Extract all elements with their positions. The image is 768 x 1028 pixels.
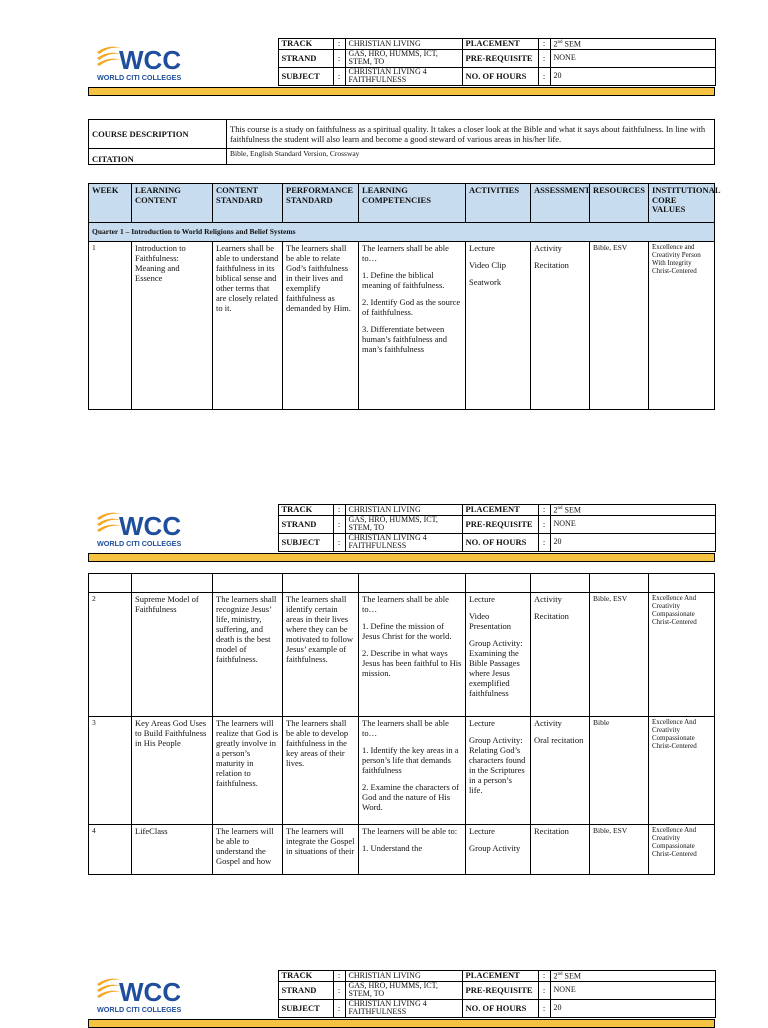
- pre-requisite-label: PRE-REQUISITE: [462, 49, 538, 67]
- table-row: [89, 242, 715, 410]
- separator: :: [333, 981, 345, 999]
- logo-swoosh-icon: [95, 508, 185, 548]
- separator: :: [333, 505, 345, 516]
- track-value: CHRISTIAN LIVING: [345, 39, 462, 50]
- separator: :: [538, 515, 550, 533]
- activity-item: Lecture: [469, 718, 495, 728]
- table-row: [89, 825, 715, 875]
- learning-content: LifeClass: [132, 825, 213, 875]
- col-activities: ACTIVITIES: [466, 184, 531, 223]
- learning-competencies: [359, 717, 466, 825]
- logo-wordmark: WCC: [119, 976, 182, 1007]
- learning-competencies: [359, 593, 466, 717]
- activity-item: Group Activity: [469, 843, 521, 853]
- logo-wordmark: WCC: [119, 44, 182, 75]
- competency-item: The learners shall be able to…: [362, 594, 449, 614]
- no-of-hours-label: NO. OF HOURS: [462, 533, 538, 551]
- subject-value: CHRISTIAN LIVING 4 FAITHFULNESS: [345, 67, 462, 85]
- learning-competencies: [359, 825, 466, 875]
- wcc-logo: [91, 39, 275, 85]
- competency-item: 2. Identify God as the source of faithfulness.: [362, 297, 461, 317]
- strand-label: STRAND: [278, 515, 333, 533]
- separator: :: [538, 999, 550, 1017]
- learning-competencies: [359, 242, 466, 410]
- learning-content: Key Areas God Uses to Build Faithfulness in His People: [132, 717, 213, 825]
- gold-divider: [88, 87, 715, 96]
- logo-subtitle: WORLD CITI COLLEGES: [97, 538, 182, 548]
- course-description-text: This course is a study on faithfulness as a spiritual quality. It takes a closer look at the Bible and what it says about faithfulness. In line with faithfulness the student will also learn and become a good steward of various areas in his/her life.: [227, 120, 715, 149]
- col-learning-competencies: LEARNING COMPETENCIES: [359, 184, 466, 223]
- activities: [466, 242, 531, 410]
- separator: :: [333, 67, 345, 85]
- placement-label: PLACEMENT: [462, 505, 538, 516]
- col-week: WEEK: [89, 184, 132, 223]
- assessment-item: Recitation: [534, 826, 569, 836]
- strand-value: GAS, HRO, HUMMS, ICT, STEM, TO: [345, 981, 462, 999]
- core-values: Excellence And Creativity Compassionate Christ-Centered: [649, 825, 715, 875]
- content-standard: The learners shall recognize Jesus’ life, ministry, suffering, and death is the best model of faithfulness.: [213, 593, 283, 717]
- col-assessment: ASSESSMENT: [531, 184, 590, 223]
- activity-item: Group Activity: Examining the Bible Passages where Jesus exemplified faithfulness: [469, 638, 523, 698]
- separator: :: [333, 971, 345, 982]
- assessment-item: Recitation: [534, 611, 569, 621]
- week-number: 4: [89, 825, 132, 875]
- activities: [466, 825, 531, 875]
- core-values: Excellence And Creativity Compassionate Christ-Centered: [649, 717, 715, 825]
- separator: :: [333, 39, 345, 50]
- competency-item: 1. Identify the key areas in a person’s life that demands faithfulness: [362, 745, 459, 775]
- assessment: [531, 593, 590, 717]
- resources: Bible, ESV: [590, 825, 649, 875]
- performance-standard: The learners shall identify certain areas in their lives where they can be motivated to follow Jesus’ example of faithfulness.: [283, 593, 359, 717]
- activity-item: Video Clip: [469, 260, 507, 270]
- track-value: CHRISTIAN LIVING: [345, 505, 462, 516]
- assessment-item: Activity: [534, 243, 562, 253]
- logo-cell: [88, 505, 278, 552]
- content-standard: The learners will realize that God is greatly involve in a person’s maturity in relation to faithfulness.: [213, 717, 283, 825]
- separator: :: [333, 533, 345, 551]
- table-header-row: [89, 184, 715, 223]
- placement-value: 2nd SEM: [550, 505, 715, 516]
- resources: Bible, ESV: [590, 242, 649, 410]
- competency-item: 3. Differentiate between human’s faithfulness and man’s faithfulness: [362, 324, 447, 354]
- activity-item: Seatwork: [469, 277, 502, 287]
- competency-item: 1. Define the mission of Jesus Christ for the world.: [362, 621, 452, 641]
- week-number: 2: [89, 593, 132, 717]
- assessment-item: Oral recitation: [534, 735, 584, 745]
- content-standard: The learners will be able to understand the Gospel and how: [213, 825, 283, 875]
- subject-value: CHRISTIAN LIVING 4 FAITHFULNESS: [345, 533, 462, 551]
- no-of-hours-value: 20: [550, 67, 715, 85]
- page-header-3: [88, 970, 715, 1018]
- placement-label: PLACEMENT: [462, 971, 538, 982]
- placement-value: 2nd SEM: [550, 39, 715, 50]
- strand-label: STRAND: [278, 49, 333, 67]
- empty-header-row: [89, 574, 715, 593]
- placement-value: 2nd SEM: [550, 971, 715, 982]
- performance-standard: The learners shall be able to relate God’s faithfulness in their lives and exemplify faithfulness as demanded by Him.: [283, 242, 359, 410]
- performance-standard: The learners shall be able to develop faithfulness in the key areas of their lives.: [283, 717, 359, 825]
- activities: [466, 717, 531, 825]
- assessment: [531, 242, 590, 410]
- citation-label: CITATION: [89, 149, 227, 165]
- table-row: [89, 593, 715, 717]
- col-resources: RESOURCES: [590, 184, 649, 223]
- activity-item: Video Presentation: [469, 611, 512, 631]
- pre-requisite-label: PRE-REQUISITE: [462, 515, 538, 533]
- competency-item: 2. Examine the characters of God and the nature of His Word.: [362, 782, 459, 812]
- syllabus-table-1: [88, 183, 721, 410]
- gold-divider: [88, 553, 715, 562]
- wcc-logo: [91, 505, 275, 551]
- separator: :: [538, 971, 550, 982]
- week-number: 1: [89, 242, 132, 410]
- track-label: TRACK: [278, 505, 333, 516]
- subject-value: CHRISTIAN LIVING 4 FAITHFULNESS: [345, 999, 462, 1017]
- no-of-hours-value: 20: [550, 999, 715, 1017]
- pre-requisite-value: NONE: [550, 49, 715, 67]
- performance-standard: The learners will integrate the Gospel in situations of their: [283, 825, 359, 875]
- strand-value: GAS, HRO, HUMMS, ICT, STEM, TO: [345, 515, 462, 533]
- learning-content: Supreme Model of Faithfulness: [132, 593, 213, 717]
- logo-swoosh-icon: [95, 974, 185, 1014]
- separator: :: [538, 981, 550, 999]
- assessment: [531, 717, 590, 825]
- competency-item: The learners shall be able to…: [362, 718, 449, 738]
- activity-item: Lecture: [469, 594, 495, 604]
- assessment-item: Activity: [534, 594, 562, 604]
- pre-requisite-value: NONE: [550, 981, 715, 999]
- strand-label: STRAND: [278, 981, 333, 999]
- logo-cell: [88, 971, 278, 1018]
- col-core-values: INSTITUTIONAL CORE VALUES: [649, 184, 715, 223]
- col-performance-standard: PERFORMANCE STANDARD: [283, 184, 359, 223]
- subject-label: SUBJECT: [278, 533, 333, 551]
- assessment-item: Activity: [534, 718, 562, 728]
- course-info: [88, 119, 715, 165]
- resources: Bible, ESV: [590, 593, 649, 717]
- logo-subtitle: WORLD CITI COLLEGES: [97, 72, 182, 82]
- activities: [466, 593, 531, 717]
- competency-item: 1. Define the biblical meaning of faithfulness.: [362, 270, 445, 290]
- resources: Bible: [590, 717, 649, 825]
- separator: :: [538, 39, 550, 50]
- activity-item: Lecture: [469, 243, 495, 253]
- competency-item: The learners will be able to:: [362, 826, 458, 836]
- activity-item: Group Activity: Relating God’s characters found in the Scriptures in a person’s life.: [469, 735, 526, 795]
- page-header-2: [88, 504, 715, 552]
- learning-content: Introduction to Faithfulness: Meaning and Essence: [132, 242, 213, 410]
- competency-item: 2. Describe in what ways Jesus has been faithful to His mission.: [362, 648, 462, 678]
- col-content-standard: CONTENT STANDARD: [213, 184, 283, 223]
- content-standard: Learners shall be able to understand faithfulness in its biblical sense and other terms that are closely related to it.: [213, 242, 283, 410]
- pre-requisite-value: NONE: [550, 515, 715, 533]
- logo-swoosh-icon: [95, 42, 185, 82]
- separator: :: [538, 533, 550, 551]
- separator: :: [538, 49, 550, 67]
- assessment: [531, 825, 590, 875]
- citation-text: Bible, English Standard Version, Crossway: [227, 149, 715, 165]
- table-row: [89, 717, 715, 825]
- competency-item: The learners shall be able to…: [362, 243, 449, 263]
- page-header-1: [88, 38, 715, 86]
- track-value: CHRISTIAN LIVING: [345, 971, 462, 982]
- separator: :: [538, 67, 550, 85]
- separator: :: [333, 515, 345, 533]
- wcc-logo: [91, 971, 275, 1017]
- assessment-item: Recitation: [534, 260, 569, 270]
- separator: :: [333, 999, 345, 1017]
- no-of-hours-label: NO. OF HOURS: [462, 999, 538, 1017]
- course-description-label: COURSE DESCRIPTION: [89, 120, 227, 149]
- week-number: 3: [89, 717, 132, 825]
- subject-label: SUBJECT: [278, 999, 333, 1017]
- col-learning-content: LEARNING CONTENT: [132, 184, 213, 223]
- no-of-hours-value: 20: [550, 533, 715, 551]
- core-values: Excellence and Creativity Person With Integrity Christ-Centered: [649, 242, 715, 410]
- logo-wordmark: WCC: [119, 510, 182, 541]
- logo-cell: [88, 39, 278, 86]
- competency-item: 1. Understand the: [362, 843, 423, 853]
- placement-label: PLACEMENT: [462, 39, 538, 50]
- quarter-label: Quarter 1 – Introduction to World Religions and Belief Systems: [89, 223, 715, 242]
- track-label: TRACK: [278, 971, 333, 982]
- syllabus-table-2: [88, 573, 715, 875]
- core-values: Excellence And Creativity Compassionate Christ-Centered: [649, 593, 715, 717]
- strand-value: GAS, HRO, HUMMS, ICT, STEM, TO: [345, 49, 462, 67]
- separator: :: [333, 49, 345, 67]
- separator: :: [538, 505, 550, 516]
- track-label: TRACK: [278, 39, 333, 50]
- activity-item: Lecture: [469, 826, 495, 836]
- pre-requisite-label: PRE-REQUISITE: [462, 981, 538, 999]
- no-of-hours-label: NO. OF HOURS: [462, 67, 538, 85]
- logo-subtitle: WORLD CITI COLLEGES: [97, 1004, 182, 1014]
- subject-label: SUBJECT: [278, 67, 333, 85]
